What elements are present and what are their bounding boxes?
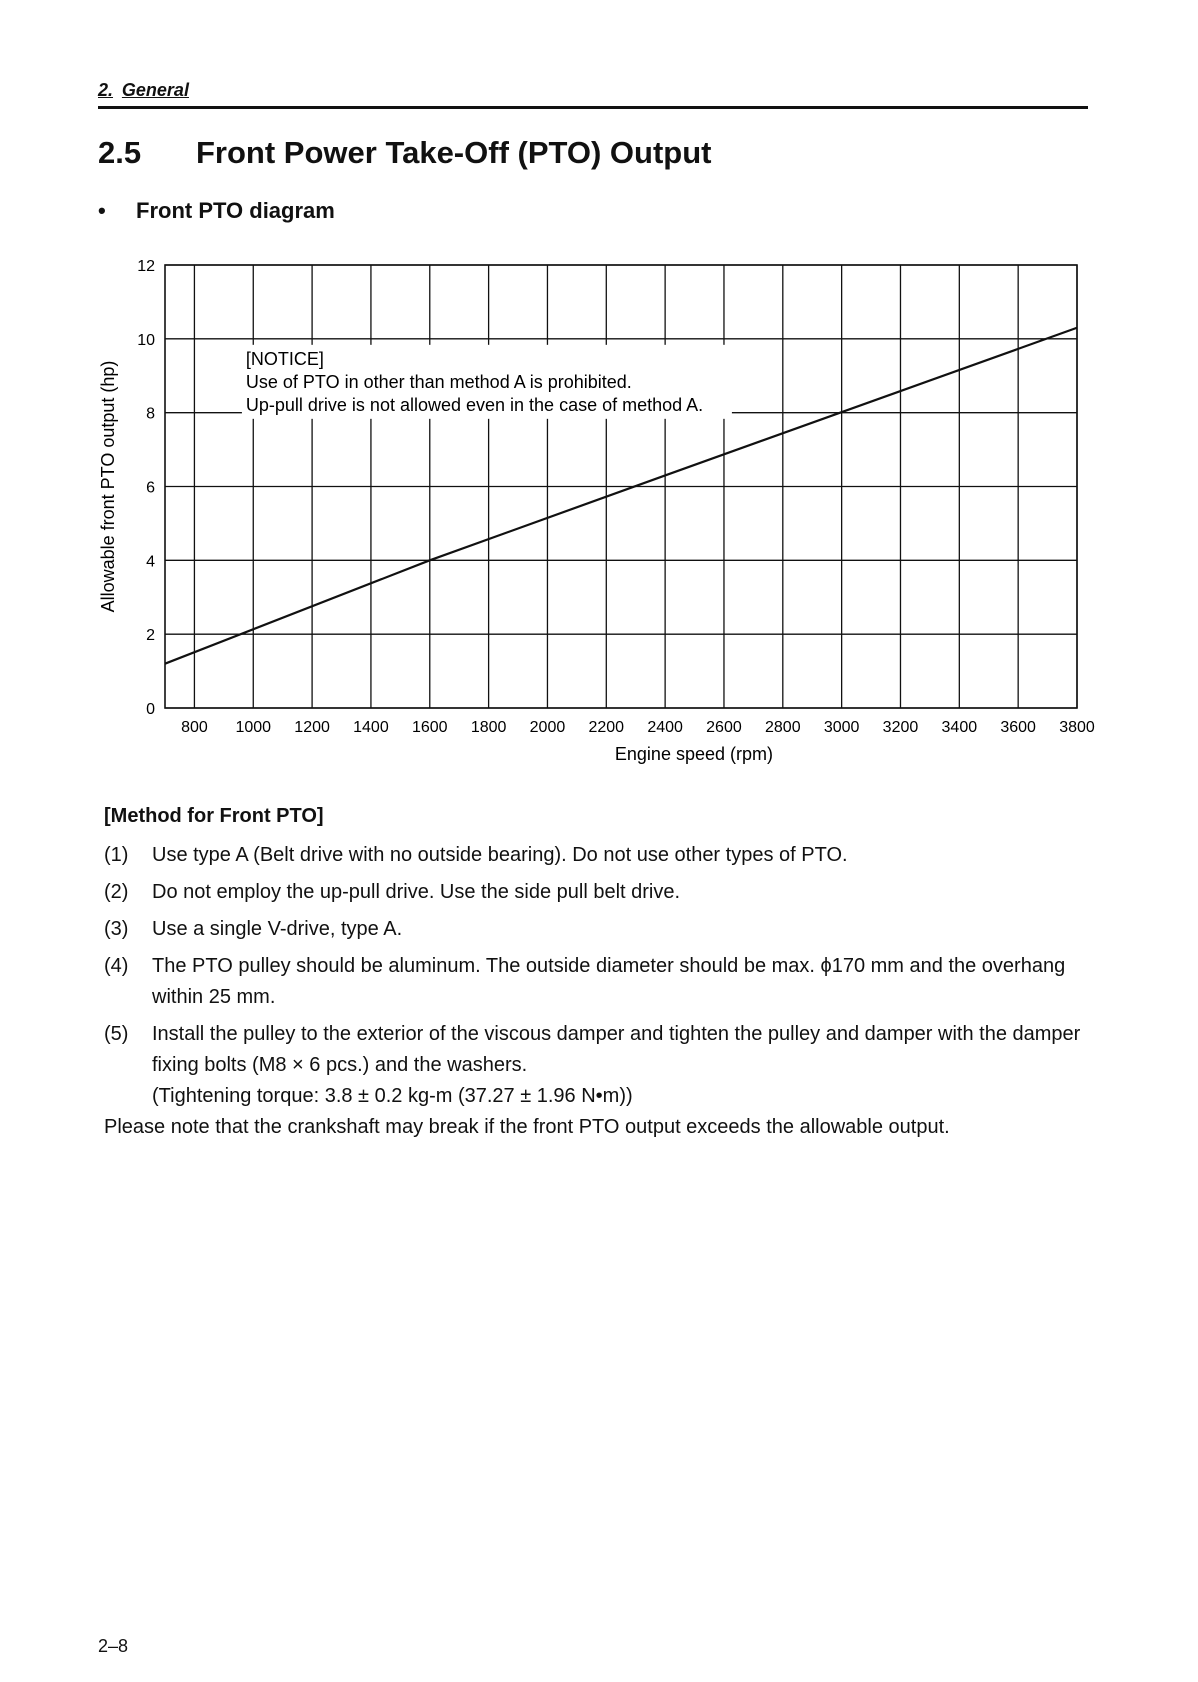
method-steps: [104, 840, 1094, 1118]
y-tick-label-1: 2: [146, 627, 155, 645]
x-tick-label-10: 2800: [765, 719, 801, 736]
y-tick-label-0: 0: [146, 701, 155, 718]
x-tick-label-7: 2200: [588, 719, 625, 736]
y-tick-label-4: 8: [146, 405, 155, 423]
step-text: Use a single V-drive, type A.: [152, 918, 403, 940]
x-tick-label-15: 3800: [1059, 719, 1095, 736]
section-title: [98, 135, 712, 171]
x-tick-label-1: 1000: [235, 719, 272, 736]
x-tick-label-6: 2000: [529, 719, 566, 736]
notice-heading: [NOTICE]: [245, 348, 324, 369]
y-tick-labels: [137, 258, 155, 718]
x-tick-label-11: 3000: [823, 719, 860, 736]
x-tick-label-8: 2400: [647, 719, 683, 736]
x-tick-label-3: 1400: [353, 719, 389, 736]
step-index: (1): [104, 844, 129, 866]
x-tick-label-13: 3400: [941, 719, 978, 736]
pto-chart: [90, 255, 1110, 775]
method-title: [Method for Front PTO]: [104, 805, 324, 827]
step-index: (5): [104, 1023, 129, 1045]
notice-box: [242, 345, 732, 419]
x-tick-label-9: 2600: [706, 719, 742, 736]
method-step-5: [104, 1019, 1094, 1112]
step-index: (3): [104, 918, 129, 940]
section-number: 2.5: [98, 135, 142, 170]
method-step-1: [104, 840, 1094, 871]
step-index: (4): [104, 955, 129, 977]
chapter-title: General: [121, 80, 189, 100]
method-step-4: [104, 951, 1094, 1013]
y-axis-label: Allowable front PTO output (hp): [98, 360, 118, 613]
y-tick-label-5: 10: [137, 331, 155, 349]
step-index: (2): [104, 881, 129, 903]
method-step-2: [104, 877, 1094, 908]
y-tick-label-6: 12: [137, 258, 155, 275]
bullet-icon: •: [98, 198, 106, 223]
method-step-3: [104, 914, 1094, 945]
page-header: [98, 80, 1088, 109]
page-number: 2–8: [98, 1636, 129, 1656]
chapter-number: 2.: [98, 80, 114, 100]
x-tick-label-14: 3600: [1000, 719, 1036, 736]
step-text: Use type A (Belt drive with no outside bearing). Do not use other types of PTO.: [152, 844, 848, 866]
y-tick-label-2: 4: [146, 553, 155, 571]
diagram-heading: [98, 198, 335, 224]
x-tick-label-2: 1200: [294, 719, 330, 736]
x-tick-label-0: 800: [181, 719, 208, 736]
y-tick-label-3: 6: [146, 479, 155, 497]
notice-line-1: Use of PTO in other than method A is prohibited.: [245, 371, 632, 392]
step-text: The PTO pulley should be aluminum. The outside diameter should be max. ϕ170 mm and the overhang within 25 mm.: [152, 955, 1066, 1008]
section-title-text: Front Power Take-Off (PTO) Output: [196, 135, 712, 170]
notice-line-2: Up-pull drive is not allowed even in the case of method A.: [245, 394, 704, 415]
x-tick-label-4: 1600: [411, 719, 448, 736]
x-tick-label-5: 1800: [470, 719, 507, 736]
warning-note: Please note that the crankshaft may break if the front PTO output exceeds the allowable output.: [104, 1116, 950, 1138]
x-tick-labels: [181, 719, 1095, 736]
chart-grid: [165, 265, 1077, 708]
x-tick-label-12: 3200: [882, 719, 919, 736]
step-text: Do not employ the up-pull drive. Use the side pull belt drive.: [152, 881, 681, 903]
step-text: Install the pulley to the exterior of the viscous damper and tighten the pulley and damper with the damper fixing bolts (M8 × 6 pcs.) and the washers. (Tightening torque: 3.8 ± 0.2 kg-m (37.27 ± 1.96 N•m)): [152, 1023, 1081, 1107]
x-axis-label: Engine speed (rpm): [614, 744, 774, 764]
diagram-heading-text: Front PTO diagram: [136, 198, 335, 223]
